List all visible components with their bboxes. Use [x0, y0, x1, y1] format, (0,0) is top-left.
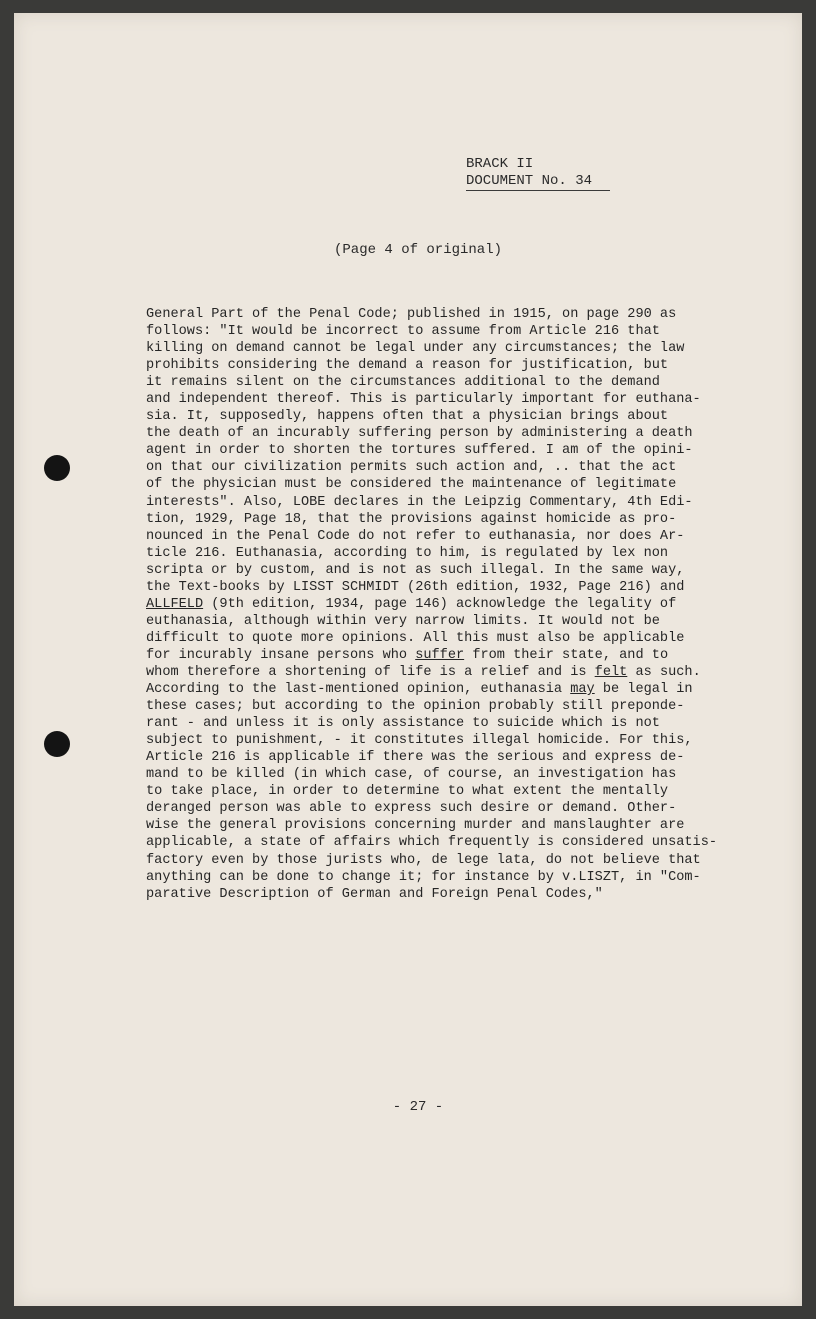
underlined-word: ALLFELD [146, 596, 204, 612]
underlined-word: felt [594, 664, 628, 680]
body-line: it remains silent on the circumstances additional to the demand [146, 375, 660, 391]
body-text [146, 306, 746, 903]
body-line: these cases; but according to the opinion probably still preponde- [146, 699, 685, 715]
body-line: the death of an incurably suffering person by administering a death [146, 426, 693, 442]
page-number: - 27 - [392, 1099, 444, 1115]
body-line: whom therefore a shortening of life is a relief and is felt as such. [146, 664, 701, 680]
body-line: agent in order to shorten the tortures suffered. I am of the opini- [146, 443, 693, 459]
body-line: anything can be done to change it; for instance by v.LISZT, in "Com- [146, 869, 701, 885]
body-line: wise the general provisions concerning murder and manslaughter are [146, 818, 685, 834]
body-line: mand to be killed (in which case, of course, an investigation has [146, 767, 677, 783]
body-line: deranged person was able to express such desire or demand. Other- [146, 801, 677, 817]
underlined-word: suffer [415, 647, 465, 663]
body-line: applicable, a state of affairs which frequently is considered unsatis- [146, 835, 718, 851]
document-identifier [466, 156, 610, 191]
document-series: BRACK II [466, 156, 534, 172]
document-page [14, 13, 802, 1306]
body-line: rant - and unless it is only assistance to suicide which is not [146, 716, 660, 732]
underlined-word: may [570, 682, 595, 698]
body-line: interests". Also, LOBE declares in the Leipzig Commentary, 4th Edi- [146, 494, 693, 510]
body-line: the Text-books by LISST SCHMIDT (26th edition, 1932, Page 216) and [146, 579, 685, 595]
body-line: difficult to quote more opinions. All this must also be applicable [146, 630, 685, 646]
body-line: parative Description of German and Foreign Penal Codes," [146, 886, 603, 902]
body-line: General Part of the Penal Code; published in 1915, on page 290 as [146, 307, 677, 322]
punch-hole-top [44, 455, 70, 481]
body-line: to take place, in order to determine to what extent the mentally [146, 784, 669, 800]
body-line: ticle 216. Euthanasia, according to him, is regulated by lex non [146, 545, 669, 561]
body-line: factory even by those jurists who, de lege lata, do not believe that [146, 852, 701, 868]
body-line: killing on demand cannot be legal under any circumstances; the law [146, 341, 685, 357]
body-line: of the physician must be considered the maintenance of legitimate [146, 477, 677, 493]
body-line: prohibits considering the demand a reason for justification, but [146, 358, 669, 374]
document-number: DOCUMENT No. 34 [466, 173, 610, 191]
body-line: euthanasia, although within very narrow limits. It would not be [146, 613, 660, 629]
body-line: on that our civilization permits such action and, .. that the act [146, 460, 677, 476]
body-line: follows: "It would be incorrect to assume from Article 216 that [146, 324, 660, 340]
punch-hole-bottom [44, 731, 70, 757]
body-line: for incurably insane persons who suffer from their state, and to [146, 647, 669, 663]
body-line: ALLFELD (9th edition, 1934, page 146) acknowledge the legality of [146, 596, 677, 612]
body-line: scripta or by custom, and is not as such illegal. In the same way, [146, 562, 685, 578]
body-line: and independent thereof. This is particularly important for euthana- [146, 392, 701, 408]
body-line: subject to punishment, - it constitutes illegal homicide. For this, [146, 733, 693, 749]
original-page-reference: (Page 4 of original) [333, 242, 503, 258]
body-line: Article 216 is applicable if there was the serious and express de- [146, 750, 685, 766]
body-line: sia. It, supposedly, happens often that a physician brings about [146, 409, 669, 425]
body-line: According to the last-mentioned opinion, euthanasia may be legal in [146, 682, 693, 698]
body-line: tion, 1929, Page 18, that the provisions against homicide as pro- [146, 511, 677, 527]
body-line: nounced in the Penal Code do not refer to euthanasia, nor does Ar- [146, 528, 685, 544]
